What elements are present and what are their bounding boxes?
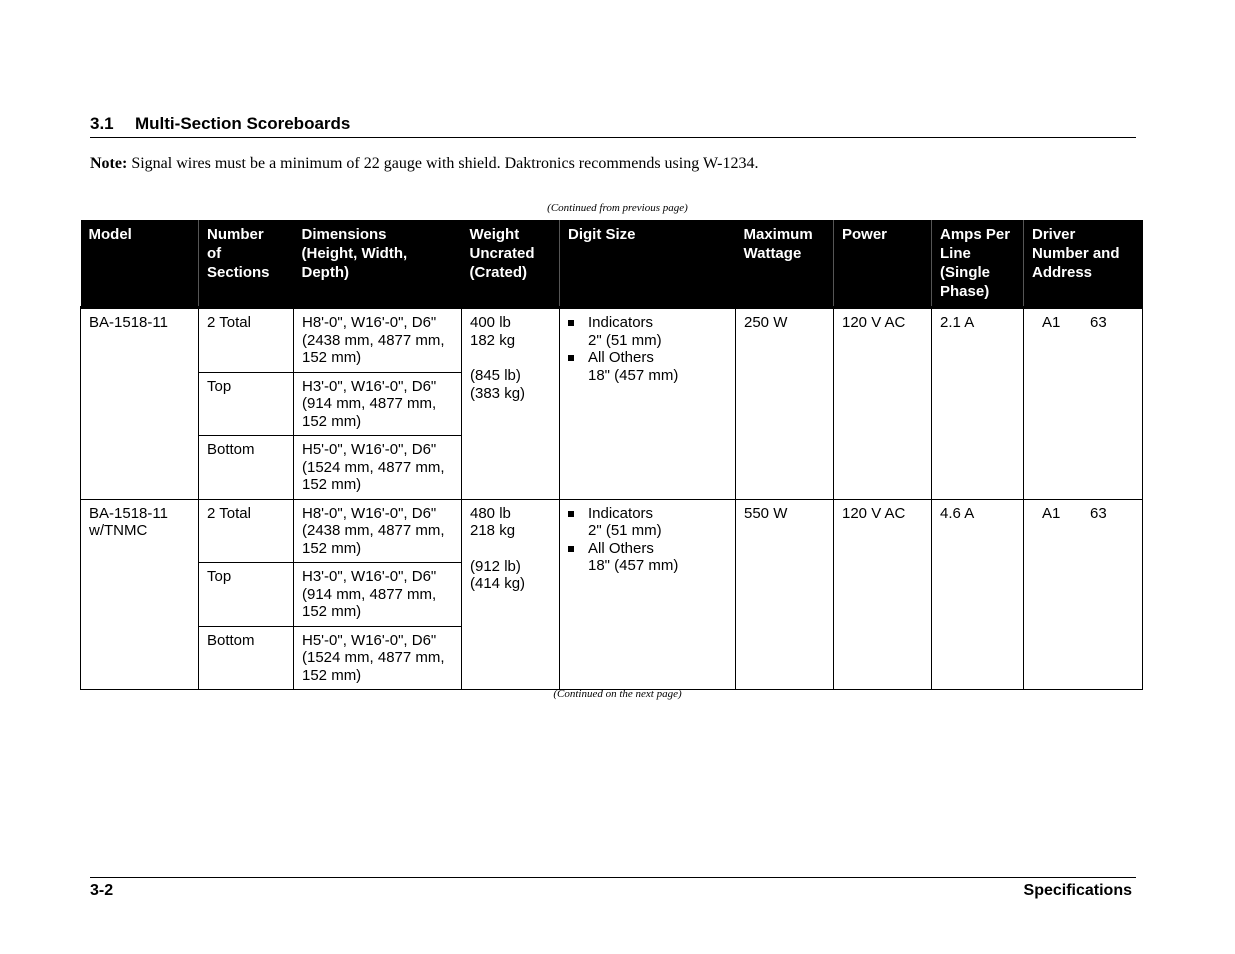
amps-cell: 4.6 A [932,499,1024,690]
note-text: Signal wires must be a minimum of 22 gauge with shield. Daktronics recommends using W-1234. [131,155,759,172]
dimensions-cell: H8'-0", W16'-0", D6" (2438 mm, 4877 mm, 152 mm) [294,499,462,563]
dimensions-cell: H5'-0", W16'-0", D6" (1524 mm, 4877 mm, 152 mm) [294,436,462,500]
weight-cell: 400 lb 182 kg (845 lb) (383 kg) [462,308,560,500]
section-cell: Top [199,563,294,627]
driver-address-cell [1024,499,1143,690]
list-item: All Others 18" (457 mm) [568,349,727,384]
list-item: Indicators 2" (51 mm) [568,314,727,349]
digit-size-cell [560,499,736,690]
driver-address: 63 [1090,314,1107,331]
section-cell: 2 Total [199,499,294,563]
power-cell: 120 V AC [834,499,932,690]
chapter-title: Specifications [1023,882,1132,899]
page-number: 3-2 [90,882,114,899]
dimensions-cell: H3'-0", W16'-0", D6" (914 mm, 4877 mm, 152 mm) [294,372,462,436]
continued-on-next: (Continued on the next page) [553,688,682,700]
bullet-square-icon [568,511,574,517]
section-heading [90,114,1136,138]
bullet-square-icon [568,320,574,326]
header-sections: Number of Sections [199,220,294,308]
driver-address: 63 [1090,504,1107,522]
dimensions-cell: H8'-0", W16'-0", D6" (2438 mm, 4877 mm, 152 mm) [294,308,462,373]
section-number: 3.1 [90,114,114,133]
section-cell: Bottom [199,626,294,690]
header-digit-size: Digit Size [560,220,736,308]
list-item: All Others 18" (457 mm) [568,540,727,575]
note-paragraph [90,155,758,173]
wattage-cell: 550 W [736,499,834,690]
note-label: Note: [90,155,128,172]
continued-from-previous: (Continued from previous page) [547,202,688,214]
wattage-cell: 250 W [736,308,834,500]
header-power: Power [834,220,932,308]
section-cell: 2 Total [199,308,294,373]
header-dimensions: Dimensions (Height, Width, Depth) [294,220,462,308]
header-row [81,220,1143,308]
section-title: Multi-Section Scoreboards [135,114,351,133]
header-weight: Weight Uncrated (Crated) [462,220,560,308]
driver-number: A1 [1042,314,1061,331]
header-driver: Driver Number and Address [1024,220,1143,308]
spec-table [80,220,1143,690]
amps-cell: 2.1 A [932,308,1024,500]
bullet-square-icon [568,355,574,361]
model-cell: BA-1518-11 w/TNMC [81,499,199,690]
bullet-square-icon [568,546,574,552]
page-footer [90,877,1136,899]
driver-number: A1 [1042,504,1061,522]
header-amps: Amps Per Line (Single Phase) [932,220,1024,308]
dimensions-cell: H5'-0", W16'-0", D6" (1524 mm, 4877 mm, 152 mm) [294,626,462,690]
dimensions-cell: H3'-0", W16'-0", D6" (914 mm, 4877 mm, 152 mm) [294,563,462,627]
weight-cell: 480 lb 218 kg (912 lb) (414 kg) [462,499,560,690]
digit-size-cell [560,308,736,500]
power-cell: 120 V AC [834,308,932,500]
section-cell: Bottom [199,436,294,500]
driver-address-cell [1024,308,1143,500]
section-cell: Top [199,372,294,436]
table-row [81,499,1143,563]
list-item: Indicators 2" (51 mm) [568,505,727,540]
table-row [81,308,1143,373]
model-cell: BA-1518-11 [81,308,199,500]
header-wattage: Maximum Wattage [736,220,834,308]
header-model: Model [81,220,199,308]
